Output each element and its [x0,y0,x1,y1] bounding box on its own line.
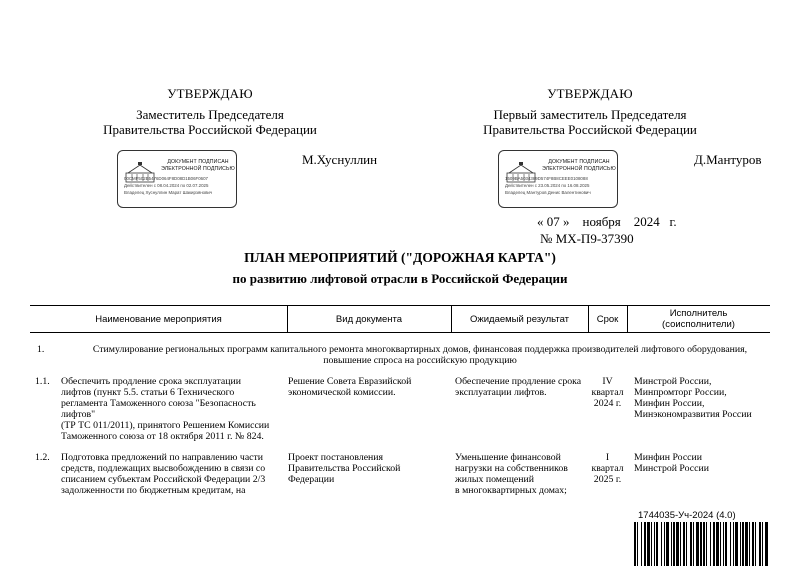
table-top-border [30,305,770,306]
approval-right-heading: УТВЕРЖДАЮ [547,86,633,101]
document-title: ПЛАН МЕРОПРИЯТИЙ ("ДОРОЖНАЯ КАРТА") [244,250,556,265]
e-signature-stamp-left [117,150,237,208]
document-subtitle: по развитию лифтовой отрасли в Российской Федерации [232,271,568,286]
stamp-left-validity: Действителен с 08.04.2024 по 02.07.2025 [124,183,209,188]
column-header-executor: Исполнитель (соисполнители) [662,308,735,330]
row-activity: Обеспечить продление срока эксплуатации лифтов (пункт 5.5. статьи 6 Технического регламента Таможенного союза "Безопасность лифтов" (ТР ТС 011/2011), принятого Решением Комиссии Таможенного союза от 18 октября 2011 г. № 824. [61,376,270,442]
column-header-doc-type: Вид документа [335,314,403,325]
row-doc-type: Решение Совета Евразийской экономической комиссии. [288,376,412,398]
row-result: Обеспечение продление срока эксплуатации лифтов. [455,376,582,398]
registration-number: № МХ-П9-37390 [540,231,634,246]
row-executor: Минстрой России, Минпромторг России, Минфин России, Минэкономразвития России [634,376,752,420]
approval-left-position-line2: Правительства Российской Федерации [103,122,317,137]
stamp-right-validity: Действителен с 23.05.2024 по 16.08.2025 [505,183,590,188]
section-title: Стимулирование региональных программ капитального ремонта многоквартирных домов, финансовая поддержка производителей лифтового оборудования, повышение спроса на российскую продукцию [92,344,748,366]
barcode-label: 1744035-Уч-2024 (4.0) [638,510,736,521]
approval-left-position-line1: Заместитель Председателя [136,107,284,122]
row-result: Уменьшение финансовой нагрузки на собственников жилых помещений в многоквартирных домах; [455,452,568,496]
column-header-result: Ожидаемый результат [469,314,570,325]
e-signature-stamp-right [498,150,618,208]
approval-left-signer: М.Хуснуллин [302,152,378,167]
table-header-bottom-border [30,332,770,333]
row-number: 1.2. [35,452,50,463]
row-activity: Подготовка предложений по направлению части средств, подлежащих высвобождению в связи со списанием субъектам Российской Федерации 2/3 задолженности по бюджетным кредитам, на [61,452,266,496]
stamp-left-title-line1: ДОКУМЕНТ ПОДПИСАН [167,159,229,165]
stamp-right-owner: Владелец Мантуров Денис Валентинович [505,190,591,195]
row-deadline: I квартал 2025 г. [591,452,624,485]
row-executor: Минфин России Минстрой России [634,452,709,474]
stamp-right-title-line1: ДОКУМЕНТ ПОДПИСАН [548,159,610,165]
approval-right-position-line1: Первый заместитель Председателя [493,107,687,122]
approval-right-position-line2: Правительства Российской Федерации [483,122,697,137]
stamp-left-title-line2: ЭЛЕКТРОННОЙ ПОДПИСЬЮ [161,165,235,172]
stamp-right-title-line2: ЭЛЕКТРОННОЙ ПОДПИСЬЮ [542,165,616,172]
section-number: 1. [37,344,45,355]
row-doc-type: Проект постановления Правительства Российской Федерации [288,452,401,485]
stamp-right-cert: 1509BA5034389D574F8B8CEEE0108088 [505,176,588,181]
column-header-activity: Наименование мероприятия [95,314,222,325]
row-deadline: IV квартал 2024 г. [591,376,624,409]
stamp-left-owner: Владелец Хуснуллин Марат Шакирзянович [124,190,213,195]
stamp-left-cert: 00CMF502B5476D064F8D08D1B06F0607 [124,176,208,181]
barcode-icon [633,522,771,566]
approval-right-signer: Д.Мантуров [694,152,762,167]
column-header-deadline: Срок [596,314,619,325]
approval-date: « 07 » ноября 2024 г. [537,214,677,229]
row-number: 1.1. [35,376,50,387]
approval-left-heading: УТВЕРЖДАЮ [167,86,253,101]
